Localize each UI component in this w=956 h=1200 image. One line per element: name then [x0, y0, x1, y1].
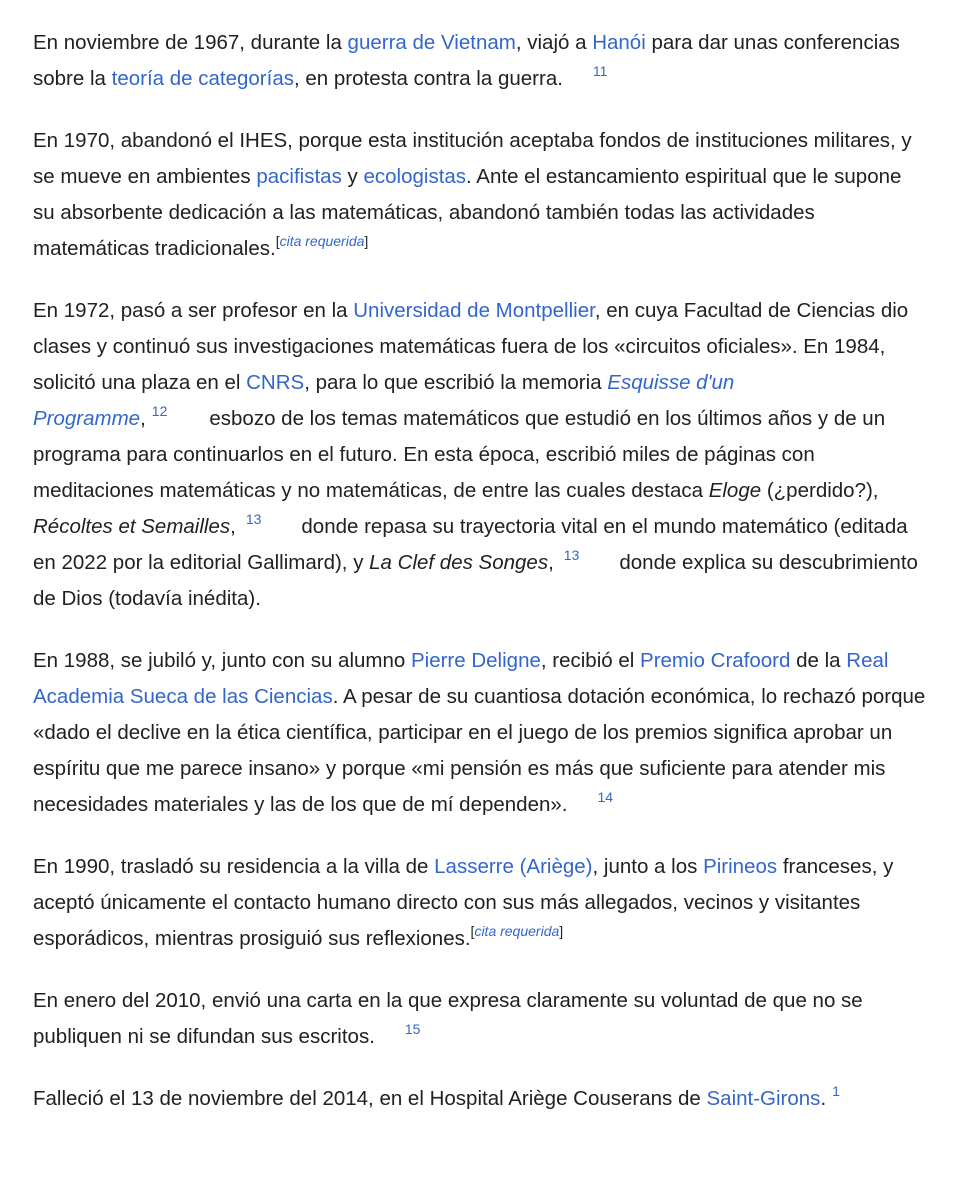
text: , [548, 551, 554, 574]
link-lasserre-ariege[interactable]: Lasserre (Ariège) [434, 855, 593, 878]
text: , [140, 407, 146, 430]
reference-11[interactable]: 11 [592, 63, 608, 79]
text: y [341, 165, 364, 188]
work-title-recoltes-et-semailles: Récoltes et Semailles [33, 515, 231, 538]
reference-13[interactable]: 13 [245, 511, 262, 527]
reference-14[interactable]: 14 [597, 789, 614, 805]
text: En 1990, trasladó su residencia a la villa de [33, 855, 435, 878]
text: En noviembre de 1967, durante la [33, 31, 348, 54]
work-title-la-clef-des-songes: La Clef des Songes [369, 551, 549, 574]
link-real-academia-sueca[interactable]: Real Academia Sueca de las Ciencias [33, 649, 889, 708]
text: En 1972, pasó a ser profesor en la [33, 299, 354, 322]
citation-needed-link[interactable]: cita requerida [279, 233, 365, 249]
reference-12[interactable]: 12 [151, 403, 168, 419]
link-pierre-deligne[interactable]: Pierre Deligne [410, 649, 541, 672]
link-hanoi[interactable]: Hanói [592, 31, 646, 54]
link-esquisse-dun-programme[interactable]: Esquisse d'un Programme [33, 371, 735, 430]
reference-13[interactable]: 13 [563, 547, 580, 563]
text: , viajó a [515, 31, 593, 54]
text: En 1970, abandonó el IHES, porque esta institución aceptaba fondos de instituciones militares, y se mueve en ambientes [33, 129, 912, 188]
text: , [230, 515, 236, 538]
text: . [820, 1087, 827, 1110]
text: . A pesar de su cuantiosa dotación económica, lo rechazó porque «dado el declive en la ética científica, participar en el juego de los premios significa aprobar un espíritu que me parece insano» y porque «mi pensión es más que suficiente para atender mis necesidades materiales y las de los que de mí dependen». [33, 685, 926, 816]
text: franceses, y aceptó únicamente el contacto humano directo con sus más allegados, vecinos y visitantes esporádicos, mientras prosiguió sus reflexiones. [33, 855, 894, 950]
bracket-open: [ [275, 233, 280, 249]
paragraph-4 [33, 643, 926, 823]
text: , para lo que escribió la memoria [304, 371, 608, 394]
text: (¿perdido?), [761, 479, 879, 502]
bracket-open: [ [470, 923, 475, 939]
text: donde explica su descubrimiento de Dios (todavía inédita). [33, 551, 918, 610]
paragraph-3 [33, 293, 926, 617]
citation-needed-link[interactable]: cita requerida [474, 923, 560, 939]
paragraph-6 [33, 983, 926, 1055]
link-pacifistas[interactable]: pacifistas [256, 165, 342, 188]
citation-needed [471, 923, 564, 939]
text: . Ante el estancamiento espiritual que le supone su absorbente dedicación a las matemáticas, abandonó también todas las actividades matemáticas tradicionales. [33, 165, 902, 260]
link-premio-crafoord[interactable]: Premio Crafoord [640, 649, 791, 672]
paragraph-7 [33, 1081, 926, 1117]
text: esbozo de los temas matemáticos que estudió en los últimos años y de un programa para continuarlos en el futuro. En esta época, escribió miles de páginas con meditaciones matemáticas y no matemáticas, de entre las cuales destaca [33, 407, 886, 502]
reference-1[interactable]: 1 [832, 1083, 840, 1099]
text: de la [790, 649, 847, 672]
text: , en cuya Facultad de Ciencias dio clases y continuó sus investigaciones matemáticas fuera de los «circuitos oficiales». En 1984, solicitó una plaza en el [33, 299, 909, 394]
text: En 1988, se jubiló y, junto con su alumno [33, 649, 411, 672]
link-guerra-de-vietnam[interactable]: guerra de Vietnam [347, 31, 516, 54]
link-pirineos[interactable]: Pirineos [703, 855, 778, 878]
text: , recibió el [540, 649, 641, 672]
reference-15[interactable]: 15 [404, 1021, 421, 1037]
paragraph-2 [33, 123, 926, 267]
text: En enero del 2010, envió una carta en la que expresa claramente su voluntad de que no se publiquen ni se difundan sus escritos. [33, 989, 863, 1048]
text: , en protesta contra la guerra. [293, 67, 563, 90]
text: , junto a los [592, 855, 704, 878]
link-cnrs[interactable]: CNRS [246, 371, 305, 394]
work-title-eloge: Eloge [708, 479, 762, 502]
paragraph-5 [33, 849, 926, 957]
bracket-close: ] [559, 923, 564, 939]
paragraph-1 [33, 25, 926, 97]
text: donde repasa su trayectoria vital en el mundo matemático (editada en 2022 por la editorial Gallimard), y [33, 515, 908, 574]
citation-needed [276, 233, 369, 249]
text: para dar unas conferencias sobre la [33, 31, 900, 90]
bracket-close: ] [364, 233, 369, 249]
text: Falleció el 13 de noviembre del 2014, en el Hospital Ariège Couserans de [33, 1087, 707, 1110]
link-teoria-de-categorias[interactable]: teoría de categorías [111, 67, 294, 90]
link-ecologistas[interactable]: ecologistas [363, 165, 467, 188]
link-saint-girons[interactable]: Saint-Girons [706, 1087, 821, 1110]
link-universidad-de-montpellier[interactable]: Universidad de Montpellier [353, 299, 595, 322]
